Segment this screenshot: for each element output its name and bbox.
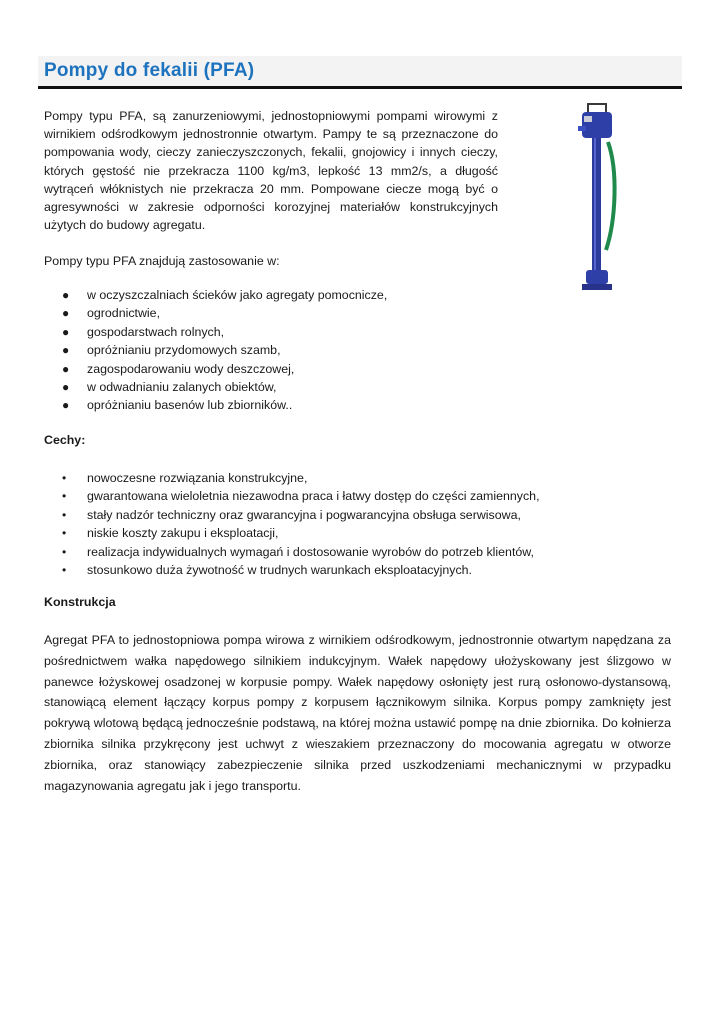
list-item: • gwarantowana wieloletnia niezawodna praca i łatwy dostęp do części zamiennych, [62,489,540,504]
list-item: • stosunkowo duża żywotność w trudnych warunkach eksploatacyjnych. [62,563,472,578]
list-item: ● w oczyszczalniach ścieków jako agregaty pomocnicze, [62,288,388,302]
construction-heading: Konstrukcja [44,595,116,609]
title-bar [38,56,682,89]
list-item: • nowoczesne rozwiązania konstrukcyjne, [62,471,308,485]
list-item: ● gospodarstwach rolnych, [62,324,225,339]
page-title: Pompy do fekalii (PFA) [44,60,255,81]
intro-paragraph: Pompy typu PFA, są zanurzeniowymi, jednostopniowymi pompami wirowymi z wirnikiem odśrodkowym jednostronnie otwartym. Pampy te są przeznaczone do pompowania wody, cieczy zanieczyszczonych, fekalii, gnojowicy i innych cieczy, których gęstość nie przekracza 1100 kg/m3, lepkość 13 mm2/s, a długość wytrąceń włóknistych nie przekracza 20 mm. Pompowane ciecze mogą być o agresywności w zakresie odporności korozyjnej materiałów konstrukcyjnych użytych do budowy agregatu. [44,109,498,233]
pump-image [566,100,626,296]
features-list [62,469,540,579]
construction-paragraph: Agregat PFA to jednostopniowa pompa wirowa z wirnikiem odśrodkowym, jednostronnie otwartym napędzana za pośrednictwem wałka napędowego silnikiem indukcyjnym. Wałek napędowy ułożyskowany jest ślizgowo w panewce łożyskowej osadzonej w korpusie pompy. Wałek napędowy osłonięty jest rurą osłonowo-dystansową, stanowiącą element łączący korpus pompy z korpusem łącznikowym silnika. Korpus pompy zamknięty jest pokrywą wlotową będącą jednocześnie podstawą, na której można ustawić pompę na dnie zbiornika. Do kołnierza zbiornika silnika przykręcony jest uchwyt z wieszakiem przeznaczony do mocowania agregatu w otworze zbiornika, oraz stanowiący zabezpieczenie silnika przed uszkodzeniami mechanicznymi w przypadku magazynowania agregatu jak i jego transportu. [44,633,671,793]
list-item: ● opróżnianiu basenów lub zbiorników.. [62,398,293,413]
list-item: ● w odwadnianiu zalanych obiektów, [62,380,277,395]
features-heading: Cechy: [44,433,86,447]
list-item: ● opróżnianiu przydomowych szamb, [62,343,281,358]
list-item: • stały nadzór techniczny oraz gwarancyjna i pogwarancyjna obsługa serwisowa, [62,507,521,522]
list-item: • niskie koszty zakupu i eksploatacji, [62,526,279,541]
list-item: • realizacja indywidualnych wymagań i dostosowanie wyrobów do potrzeb klientów, [62,544,534,559]
list-item: ● zagospodarowaniu wody deszczowej, [62,361,295,376]
list-item: ● ogrodnictwie, [62,306,161,321]
applications-list [62,286,387,415]
applications-lead: Pompy typu PFA znajdują zastosowanie w: [44,254,280,268]
